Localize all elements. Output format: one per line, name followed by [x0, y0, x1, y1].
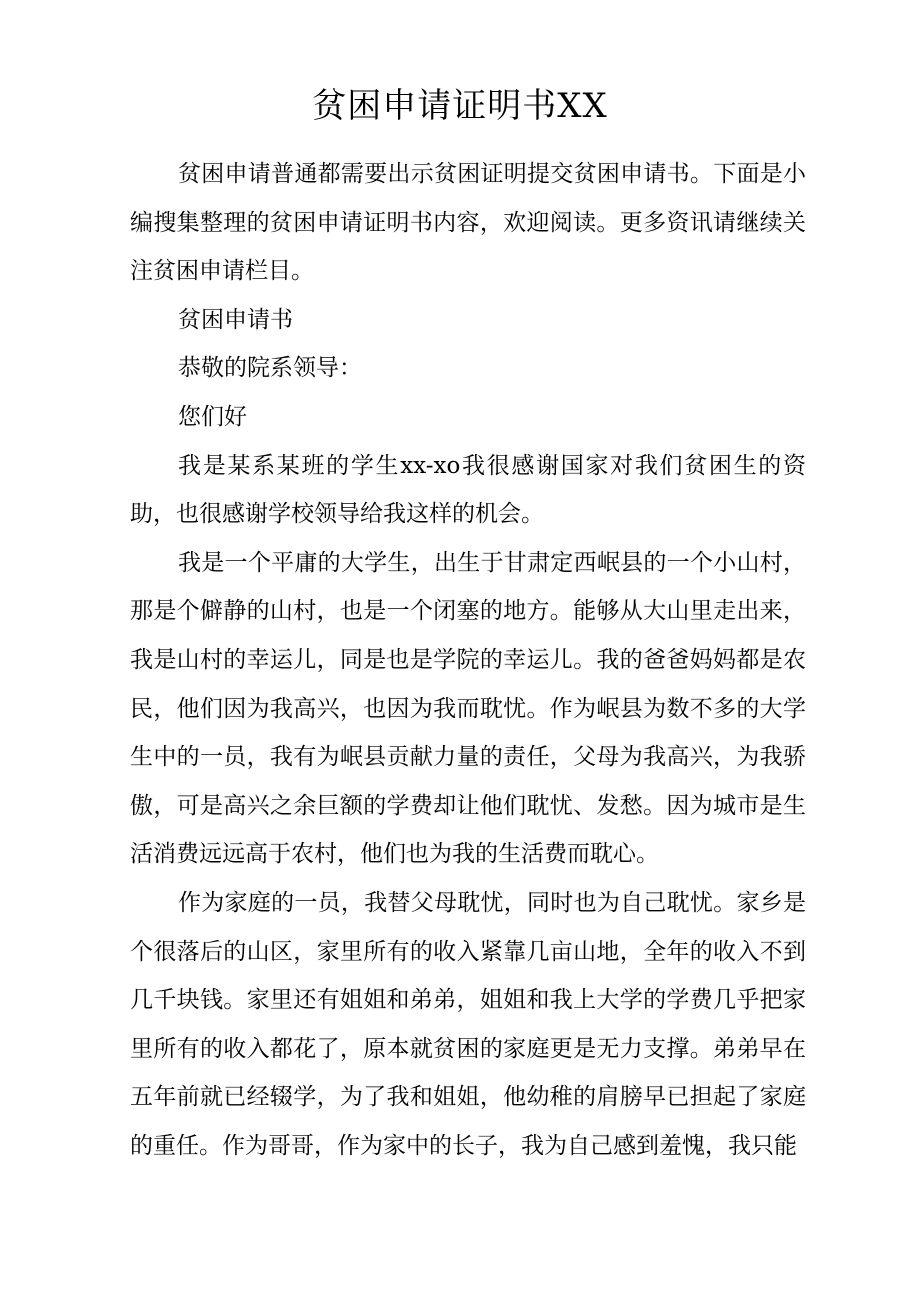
greeting: 您们好 — [178, 403, 247, 430]
body-paragraph: 我是一个平庸的大学生，出生于甘肃定西岷县的一个小山村，那是个僻静的山村，也是一个闭塞的地方。能够从大山里走出来，我是山村的幸运儿，同是也是学院的幸运儿。我的爸爸妈妈都是农民，他们因为我高兴，也因为我而耽忧。作为岷县为数不多的大学生中的一员，我有为岷县贡献力量的责任，父母为我高兴，为我骄傲，可是高兴之余巨额的学费却让他们耽忧、发愁。因为城市是生活消费远远高于农村，他们也为我的生活费而耽心。 — [130, 549, 806, 868]
body-paragraph: 我是某系某班的学生xx-xo我很感谢国家对我们贫困生的资助，也很感谢学校领导给我这样的机会。 — [130, 452, 806, 528]
letter-heading: 贫困申请书 — [178, 306, 293, 333]
body-paragraph: 作为家庭的一员，我替父母耽忧，同时也为自己耽忧。家乡是个很落后的山区，家里所有的收入紧靠几亩山地，全年的收入不到几千块钱。家里还有姐姐和弟弟，姐姐和我上大学的学费几乎把家里所有的收入都花了，原本就贫困的家庭更是无力支撑。弟弟早在五年前就已经辍学，为了我和姐姐，他幼稚的肩膀早已担起了家庭的重任。作为哥哥，作为家中的长子，我为自己感到羞愧，我只能 — [130, 889, 806, 1159]
document-title: 贫困申请证明书XX — [312, 86, 608, 126]
document-body — [130, 150, 806, 1170]
intro-paragraph: 贫困申请普通都需要出示贫困证明提交贫困申请书。下面是小编搜集整理的贫困申请证明书内容，欢迎阅读。更多资讯请继续关注贫困申请栏目。 — [130, 161, 806, 285]
salutation: 恭敬的院系领导： — [178, 355, 362, 382]
